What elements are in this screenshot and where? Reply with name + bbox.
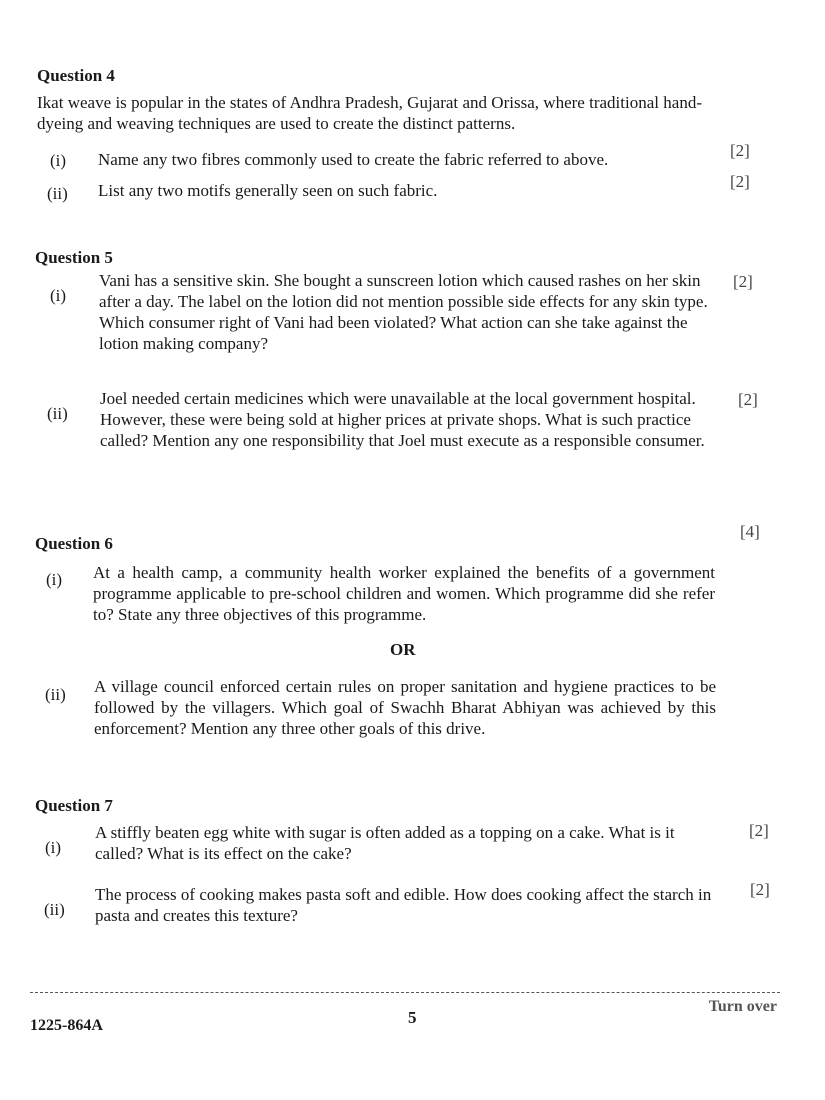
q4-item-2-marks: [2] bbox=[730, 172, 750, 191]
q4-item-1-number: (i) bbox=[50, 151, 67, 170]
q6-item-2-number: (ii) bbox=[45, 685, 66, 704]
q4-item-1-text: Name any two fibres commonly used to create the fabric referred to above. bbox=[98, 150, 609, 169]
or-separator: OR bbox=[390, 640, 416, 659]
q4-item-2-number: (ii) bbox=[47, 184, 68, 203]
paper-code: 1225-864A bbox=[30, 1017, 103, 1034]
q7-item-1-text: A stiffly beaten egg white with sugar is often added as a topping on a cake. What is it called? What is its effect on the cake? bbox=[95, 823, 675, 863]
q7-item-2-marks: [2] bbox=[750, 880, 770, 899]
q5-item-2-number: (ii) bbox=[47, 404, 68, 423]
question-4-intro: Ikat weave is popular in the states of Andhra Pradesh, Gujarat and Orissa, where traditional hand-dyeing and weaving techniques are used to create the distinct patterns. bbox=[37, 93, 702, 133]
q7-item-2-number: (ii) bbox=[44, 900, 65, 919]
q5-item-2-marks: [2] bbox=[738, 390, 758, 409]
q4-item-1-marks: [2] bbox=[730, 141, 750, 160]
question-5-title: Question 5 bbox=[35, 248, 113, 267]
page-number: 5 bbox=[408, 1008, 417, 1027]
footer-divider bbox=[30, 992, 780, 993]
q5-item-2-text: Joel needed certain medicines which were unavailable at the local government hospital. However, these were being sold at higher prices at private shops. What is such practice called? Mention any one responsibility that Joel must execute as a responsible consumer. bbox=[100, 389, 705, 450]
q5-item-1-text: Vani has a sensitive skin. She bought a sunscreen lotion which caused rashes on her skin after a day. The label on the lotion did not mention possible side effects for any skin type. Which consumer right of Vani had been violated? What action can she take against the lotion making company? bbox=[99, 271, 708, 353]
q7-item-2-text: The process of cooking makes pasta soft and edible. How does cooking affect the starch in pasta and creates this texture? bbox=[95, 885, 712, 925]
q6-item-2-text: A village council enforced certain rules on proper sanitation and hygiene practices to be followed by the villagers. Which goal of Swachh Bharat Abhiyan was achieved by this enforcement? Mention any three other goals of this drive. bbox=[94, 677, 716, 738]
question-7-title: Question 7 bbox=[35, 796, 113, 815]
q5-item-1-marks: [2] bbox=[733, 272, 753, 291]
turn-over-note: Turn over bbox=[708, 998, 777, 1015]
q4-item-2-text: List any two motifs generally seen on such fabric. bbox=[98, 181, 438, 200]
q6-item-1-number: (i) bbox=[46, 570, 63, 589]
question-6-title: Question 6 bbox=[35, 534, 113, 553]
question-4-title: Question 4 bbox=[37, 66, 115, 85]
q6-item-1-text: At a health camp, a community health worker explained the benefits of a government programme applicable to pre-school children and women. Which programme did she refer to? State any three objectives of this programme. bbox=[93, 563, 715, 624]
q6-marks: [4] bbox=[740, 522, 760, 541]
q7-item-1-marks: [2] bbox=[749, 821, 769, 840]
q7-item-1-number: (i) bbox=[45, 838, 62, 857]
q5-item-1-number: (i) bbox=[50, 286, 67, 305]
